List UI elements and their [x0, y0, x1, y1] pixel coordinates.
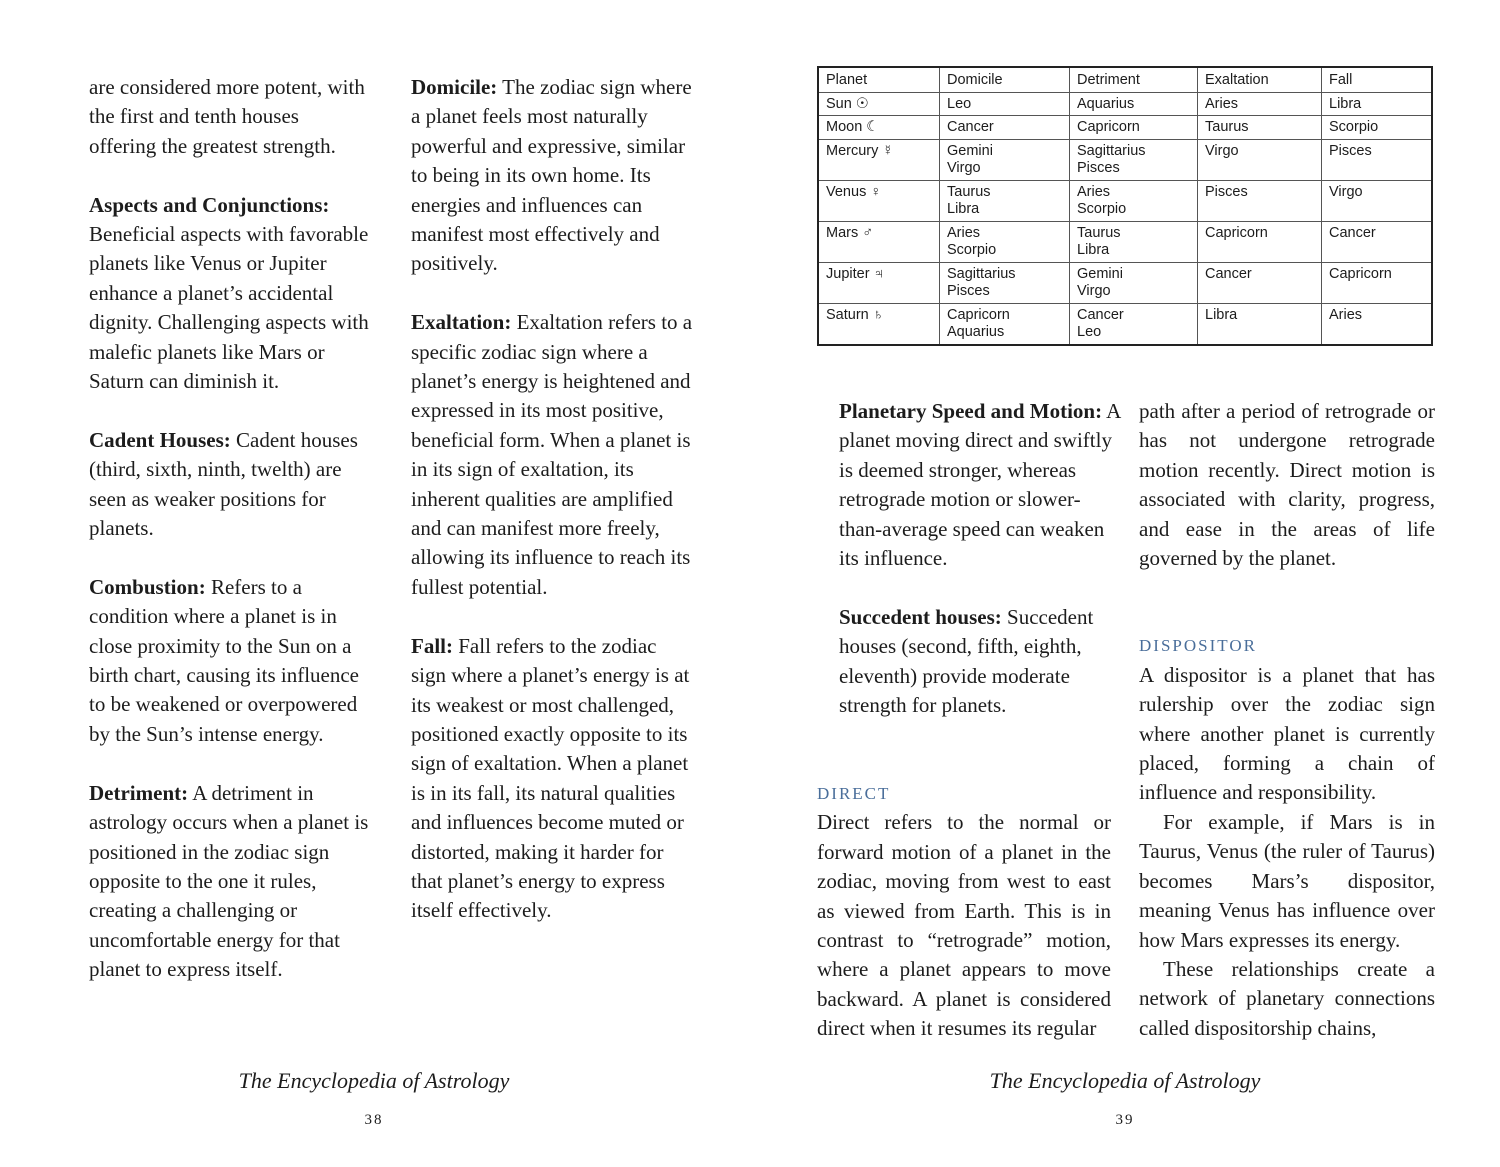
- definition-planetary-speed-and-motion: [839, 397, 1123, 573]
- cell-line: Capricorn: [1329, 265, 1392, 282]
- cell-line: Virgo: [1077, 283, 1111, 299]
- definition-succedent-houses: [839, 603, 1123, 721]
- cell-line: Aquarius: [1077, 95, 1135, 112]
- definition: Refers to a condition where a planet is in close proximity to the Sun on a birth chart, causing its influence to be weakened or overpowered by the Sun’s intense energy.: [89, 574, 359, 746]
- cell-line: Pisces: [1329, 142, 1372, 159]
- cell-line: Pisces: [1077, 160, 1120, 176]
- cell-line: Libra: [1329, 95, 1362, 112]
- table-cell-detriment: [1070, 139, 1198, 180]
- term: Fall:: [411, 633, 453, 658]
- cell-line: Scorpio: [1077, 201, 1127, 217]
- definition-fall: [411, 632, 696, 926]
- table-cell-planet: [818, 116, 940, 140]
- cell-line: Capricorn: [1077, 119, 1140, 135]
- table-cell-detriment: [1070, 303, 1198, 345]
- cell-line: Moon ☾: [826, 119, 880, 135]
- cell-line: Sagittarius: [1077, 142, 1146, 159]
- definition-aspects-and-conjunctions: [89, 191, 371, 397]
- table-cell-planet: [818, 92, 940, 116]
- table-header-row: [818, 67, 1432, 92]
- table-row: [818, 180, 1432, 221]
- table-cell-exaltation: [1198, 180, 1322, 221]
- term: Aspects and Conjunctions:: [89, 192, 330, 217]
- table-cell-exaltation: [1198, 116, 1322, 140]
- table-cell-fall: [1322, 139, 1433, 180]
- table-cell-domicile: [940, 92, 1070, 116]
- cell-line: Aries: [1077, 183, 1111, 200]
- table-cell-domicile: [940, 221, 1070, 262]
- table-cell-fall: [1322, 92, 1433, 116]
- cell-line: Leo: [947, 95, 972, 112]
- column-header-planet: Planet: [818, 67, 940, 92]
- column-header-detriment: Detriment: [1070, 67, 1198, 92]
- cell-line: Cancer: [1077, 306, 1124, 323]
- cell-line: Capricorn: [947, 306, 1010, 323]
- table-cell-domicile: [940, 180, 1070, 221]
- definition-detriment: [89, 779, 371, 985]
- paragraph-direct-continued: path after a period of retrograde or has not undergone retrograde motion recently. Direct motion is associated with clarity, progress, and ease in the areas of life governed by the planet.: [1139, 399, 1435, 571]
- term: Cadent Houses:: [89, 427, 231, 452]
- table-cell-exaltation: [1198, 303, 1322, 345]
- table-row: [818, 116, 1432, 140]
- definition-combustion: [89, 573, 371, 749]
- cell-line: Libra: [1205, 306, 1238, 323]
- table-cell-exaltation: [1198, 139, 1322, 180]
- cell-line: Taurus: [1205, 119, 1249, 135]
- table-cell-detriment: [1070, 116, 1198, 140]
- section-heading-dispositor: DISPOSITOR: [1139, 636, 1257, 656]
- table-row: [818, 303, 1432, 345]
- section-heading-direct: DIRECT: [817, 784, 891, 803]
- cell-line: Libra: [1077, 242, 1110, 258]
- cell-line: Virgo: [947, 160, 981, 176]
- cell-line: Gemini: [947, 142, 993, 159]
- cell-line: Sagittarius: [947, 265, 1016, 282]
- table-cell-exaltation: [1198, 221, 1322, 262]
- definition-domicile: [411, 73, 696, 279]
- definition: The zodiac sign where a planet feels most naturally powerful and expressive, similar to being in its own home. Its energies and influences can manifest most effectively and positively.: [411, 75, 692, 276]
- cell-line: Sun ☉: [826, 95, 869, 112]
- definition-cadent-houses: [89, 426, 371, 544]
- running-footer-title: The Encyclopedia of Astrology: [238, 1068, 510, 1093]
- cell-line: Cancer: [1329, 224, 1376, 241]
- definition: Succedent houses (second, fifth, eighth, eleventh) provide moderate strength for planets.: [839, 604, 1094, 718]
- cell-line: Pisces: [947, 283, 990, 299]
- cell-line: Taurus: [1077, 224, 1121, 241]
- right-column-2: [1139, 397, 1435, 1043]
- cell-line: Libra: [947, 201, 980, 217]
- table-row: [818, 221, 1432, 262]
- cell-line: Scorpio: [947, 242, 997, 258]
- cell-line: Virgo: [1205, 142, 1239, 159]
- table-cell-detriment: [1070, 262, 1198, 303]
- definition: Beneficial aspects with favorable planets like Venus or Jupiter enhance a planet’s accidental dignity. Challenging aspects with malefic planets like Mars or Saturn can diminish it.: [89, 222, 369, 394]
- right-column-1: [839, 397, 1123, 720]
- left-column-2: [411, 73, 696, 926]
- cell-line: Capricorn: [1205, 224, 1268, 241]
- table-row: [818, 139, 1432, 180]
- definition: A detriment in astrology occurs when a planet is positioned in the zodiac sign opposite to the one it rules, creating a challenging or uncomfortable energy for that planet to express itself.: [89, 780, 369, 982]
- table-cell-domicile: [940, 303, 1070, 345]
- table-cell-planet: [818, 262, 940, 303]
- table-cell-detriment: [1070, 92, 1198, 116]
- table-cell-fall: [1322, 303, 1433, 345]
- table-row: [818, 262, 1432, 303]
- definition: Fall refers to the zodiac sign where a planet’s energy is at its weakest or most challenged, positioned exactly opposite to its sign of exaltation. When a planet is in its fall, its natural qualities and influences become muted or distorted, making it harder for that planet’s energy to express itself effectively.: [411, 633, 690, 923]
- table-cell-fall: [1322, 180, 1433, 221]
- table-cell-planet: [818, 303, 940, 345]
- paragraph-dispositor-3: These relationships create a network of planetary connections called dispositorship chains,: [1139, 956, 1435, 1040]
- cell-line: Mars ♂: [826, 224, 874, 241]
- cell-line: Jupiter ♃: [826, 265, 885, 282]
- cell-line: Saturn ♄: [826, 306, 884, 323]
- table-cell-domicile: [940, 262, 1070, 303]
- cell-line: Aquarius: [947, 324, 1005, 340]
- cell-line: Taurus: [947, 183, 991, 200]
- cell-line: Virgo: [1329, 183, 1363, 200]
- paragraph: are considered more potent, with the first and tenth houses offering the greatest strength.: [89, 75, 365, 158]
- cell-line: Gemini: [1077, 265, 1123, 282]
- page-number: 39: [1115, 1112, 1135, 1128]
- table-cell-detriment: [1070, 180, 1198, 221]
- column-header-fall: Fall: [1322, 67, 1433, 92]
- definition: Exaltation refers to a specific zodiac sign where a planet’s energy is heightened and expressed in its most positive, beneficial form. When a planet is in its sign of exaltation, its inherent qualities are amplified and can manifest more freely, allowing its influence to reach its fullest potential.: [411, 310, 693, 599]
- table-cell-fall: [1322, 116, 1433, 140]
- table-body: [818, 92, 1432, 345]
- term: Planetary Speed and Motion:: [839, 399, 1103, 423]
- page-number: 38: [364, 1112, 384, 1128]
- table-cell-detriment: [1070, 221, 1198, 262]
- paragraph-dispositor-1: A dispositor is a planet that has rulership over the zodiac sign where another planet is currently placed, forming a chain of influence and responsibility.: [1139, 662, 1435, 805]
- table-cell-fall: [1322, 221, 1433, 262]
- table-cell-exaltation: [1198, 262, 1322, 303]
- left-column-1: [89, 73, 371, 985]
- right-page: [750, 0, 1500, 1167]
- table-cell-domicile: [940, 116, 1070, 140]
- table-cell-planet: [818, 139, 940, 180]
- cell-line: Aries: [1329, 306, 1363, 323]
- cell-line: Mercury ☿: [826, 142, 894, 159]
- definition: Cadent houses (third, sixth, ninth, twelth) are seen as weaker positions for planets.: [89, 427, 358, 541]
- term: Exaltation:: [411, 310, 512, 335]
- cell-line: Cancer: [1205, 265, 1252, 282]
- cell-line: Leo: [1077, 324, 1102, 340]
- definition: A planet moving direct and swiftly is deemed stronger, whereas retrograde motion or slower-than-average speed can weaken its influence.: [839, 399, 1121, 571]
- paragraph-direct: Direct refers to the normal or forward motion of a planet in the zodiac, moving from west to east as viewed from Earth. This is in contrast to “retrograde” motion, where a planet appears to move backward. A planet is considered direct when it resumes its regular: [817, 810, 1111, 1041]
- paragraph-dispositor-2: For example, if Mars is in Taurus, Venus (the ruler of Taurus) becomes Mars’s dispositor, meaning Venus has influence over how Mars expresses its energy.: [1139, 809, 1435, 952]
- table-row: [818, 92, 1432, 116]
- direct-section: [817, 779, 1111, 1044]
- table-cell-planet: [818, 180, 940, 221]
- column-header-exaltation: Exaltation: [1198, 67, 1322, 92]
- table-cell-exaltation: [1198, 92, 1322, 116]
- table-cell-planet: [818, 221, 940, 262]
- running-footer-title: The Encyclopedia of Astrology: [989, 1068, 1261, 1093]
- planetary-dignity-table: [817, 66, 1433, 346]
- term: Combustion:: [89, 574, 206, 599]
- cell-line: Cancer: [947, 119, 994, 135]
- cell-line: Pisces: [1205, 183, 1248, 200]
- table-cell-fall: [1322, 262, 1433, 303]
- term: Detriment:: [89, 780, 189, 805]
- term: Domicile:: [411, 75, 498, 99]
- column-header-domicile: Domicile: [940, 67, 1070, 92]
- cell-line: Scorpio: [1329, 119, 1379, 135]
- table-cell-domicile: [940, 139, 1070, 180]
- cell-line: Aries: [1205, 95, 1239, 112]
- cell-line: Aries: [947, 224, 981, 241]
- definition-exaltation: [411, 308, 696, 602]
- cell-line: Venus ♀: [826, 183, 882, 200]
- term: Succedent houses:: [839, 604, 1002, 629]
